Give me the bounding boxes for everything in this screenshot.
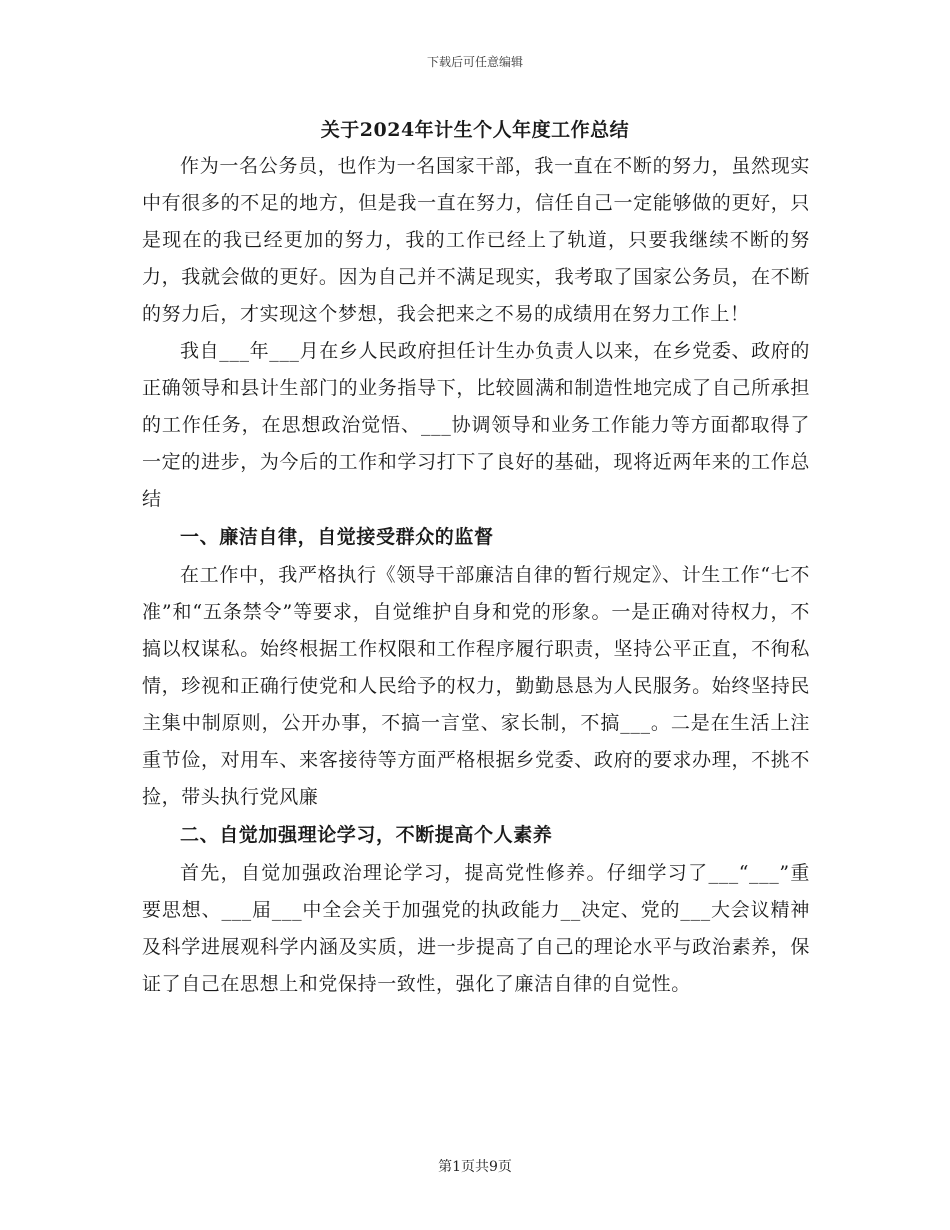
document-title: 关于2024年计生个人年度工作总结 <box>320 119 630 141</box>
download-note: 下载后可任意编辑 <box>426 55 523 69</box>
section-heading: 二、自觉加强理论学习，不断提高个人素养 <box>180 824 553 846</box>
body-paragraph: 首先，自觉加强政治理论学习，提高党性修养。仔细学习了___“___”重要思想、___届___中全会关于加强党的执政能力__决定、党的___大会议精神及科学进展观科学内涵及实质，进一步提高了自己的理论水平与政治素养，保证了自己在思想上和党保持一致性，强化了廉洁自律的自觉性。 <box>142 862 810 995</box>
body-paragraph: 作为一名公务员，也作为一名国家干部，我一直在不断的努力，虽然现实中有很多的不足的地方，但是我一直在努力，信任自己一定能够做的更好，只是现在的我已经更加的努力，我的工作已经上了轨道，只要我继续不断的努力，我就会做的更好。因为自己并不满足现实，我考取了国家公务员，在不断的努力后，才实现这个梦想，我会把来之不易的成绩用在努力工作上！ <box>142 155 810 325</box>
document-body <box>142 148 810 1003</box>
body-paragraph: 我自___年___月在乡人民政府担任计生办负责人以来，在乡党委、政府的正确领导和县计生部门的业务指导下，比较圆满和制造性地完成了自己所承担的工作任务，在思想政治觉悟、___协调领导和业务工作能力等方面都取得了一定的进步，为今后的工作和学习打下了良好的基础，现将近两年来的工作总结 <box>142 340 810 510</box>
body-paragraph: 在工作中，我严格执行《领导干部廉洁自律的暂行规定》、计生工作“七不准”和“五条禁令”等要求，自觉维护自身和党的形象。一是正确对待权力，不搞以权谋私。始终根据工作权限和工作程序履行职责，坚持公平正直，不徇私情，珍视和正确行使党和人民给予的权力，勤勤恳恳为人民服务。始终坚持民主集中制原则，公开办事，不搞一言堂、家长制，不搞___。二是在生活上注重节俭，对用车、来客接待等方面严格根据乡党委、政府的要求办理，不挑不捡，带头执行党风廉 <box>142 564 810 808</box>
section-heading: 一、廉洁自律，自觉接受群众的监督 <box>180 526 494 548</box>
page-number: 第1页共9页 <box>438 1159 512 1175</box>
